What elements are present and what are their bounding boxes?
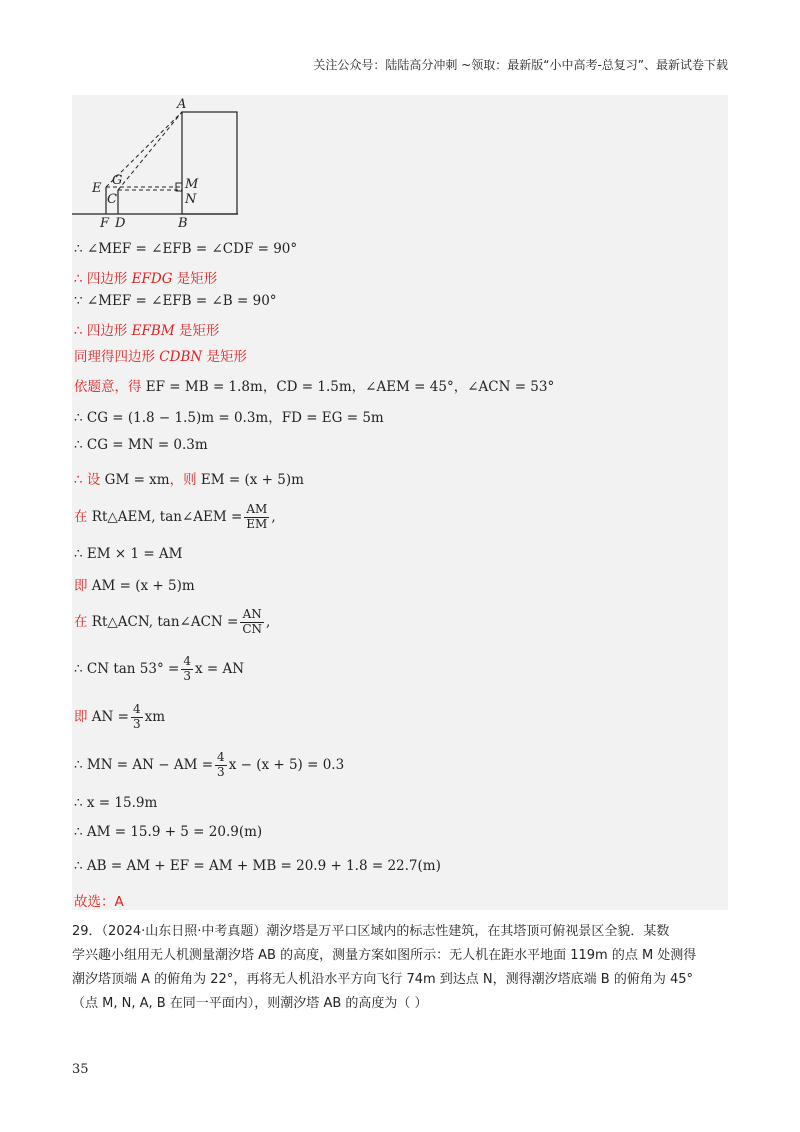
page-number: 35 — [72, 1062, 89, 1077]
step-14: ∴ CN tan 53° = $\frac{4}{3}$ x = AN — [74, 654, 245, 683]
step-16: ∴ MN = AN − AM = $\frac{4}{3}$ x − (x + 5) = 0.3 — [74, 750, 345, 779]
question-line-4: （点 M, N, A, B 在同一平面内），则潮汐塔 AB 的高度为（ ） — [72, 996, 428, 1011]
dash-ca — [118, 112, 182, 190]
step-2: ∴ 四边形 EFDG 是矩形 — [74, 271, 218, 287]
step-3: ∵ ∠MEF = ∠EFB = ∠B = 90° — [74, 293, 277, 309]
step-9: ∴ 设 GM = xm，则 EM = (x + 5)m — [74, 472, 304, 488]
step-19: ∴ AB = AM + EF = AM + MB = 20.9 + 1.8 = 22.7(m) — [74, 858, 441, 874]
label-n: N — [185, 192, 197, 207]
step-7: ∴ CG = (1.8 − 1.5)m = 0.3m，FD = EG = 5m — [74, 410, 384, 426]
step-10: 在 Rt△AEM, tan∠AEM = $\frac{AM}{EM}$ , — [74, 502, 276, 531]
label-g: G — [112, 173, 123, 188]
question-29 — [72, 920, 732, 1016]
step-8: ∴ CG = MN = 0.3m — [74, 437, 208, 453]
label-b: B — [178, 216, 188, 231]
step-5: 同理得四边形 CDBN 是矩形 — [74, 349, 247, 365]
geometry-figure — [72, 95, 252, 231]
label-e: E — [92, 181, 102, 196]
step-12: 即 AM = (x + 5)m — [74, 578, 195, 594]
label-c: C — [107, 192, 117, 207]
solution-panel — [72, 95, 728, 910]
label-m: M — [185, 177, 199, 192]
step-15: 即 AN = $\frac{4}{3}$ xm — [74, 702, 166, 731]
page-header: 关注公众号：陆陆高分冲刺 ~领取：最新版“小中高考-总复习”、最新试卷下载 — [313, 58, 728, 72]
answer-choice: 故选：A — [74, 894, 124, 910]
step-17: ∴ x = 15.9m — [74, 795, 158, 811]
label-d: D — [115, 216, 126, 231]
step-11: ∴ EM × 1 = AM — [74, 546, 183, 562]
label-a: A — [177, 97, 187, 112]
step-18: ∴ AM = 15.9 + 5 = 20.9(m) — [74, 824, 263, 840]
step-13: 在 Rt△ACN, tan∠ACN = $\frac{AN}{CN}$ , — [74, 607, 271, 636]
step-4: ∴ 四边形 EFBM 是矩形 — [74, 323, 220, 339]
step-6: 依题意，得 EF = MB = 1.8m，CD = 1.5m，∠AEM = 45°，∠ACN = 53° — [74, 379, 555, 395]
question-line-2: 学兴趣小组用无人机测量潮汐塔 AB 的高度，测量方案如图所示：无人机在距水平地面 119m 的点 M 处测得 — [72, 948, 697, 963]
question-line-1: 29．（2024·山东日照·中考真题）潮汐塔是万平口区域内的标志性建筑，在其塔顶可俯视景区全貌．某数 — [72, 924, 670, 939]
question-line-3: 潮汐塔顶端 A 的俯角为 22°，再将无人机沿水平方向飞行 74m 到达点 N，测得潮汐塔底端 B 的俯角为 45° — [72, 972, 694, 987]
step-1: ∴ ∠MEF = ∠EFB = ∠CDF = 90° — [74, 241, 298, 257]
label-f: F — [100, 216, 110, 231]
